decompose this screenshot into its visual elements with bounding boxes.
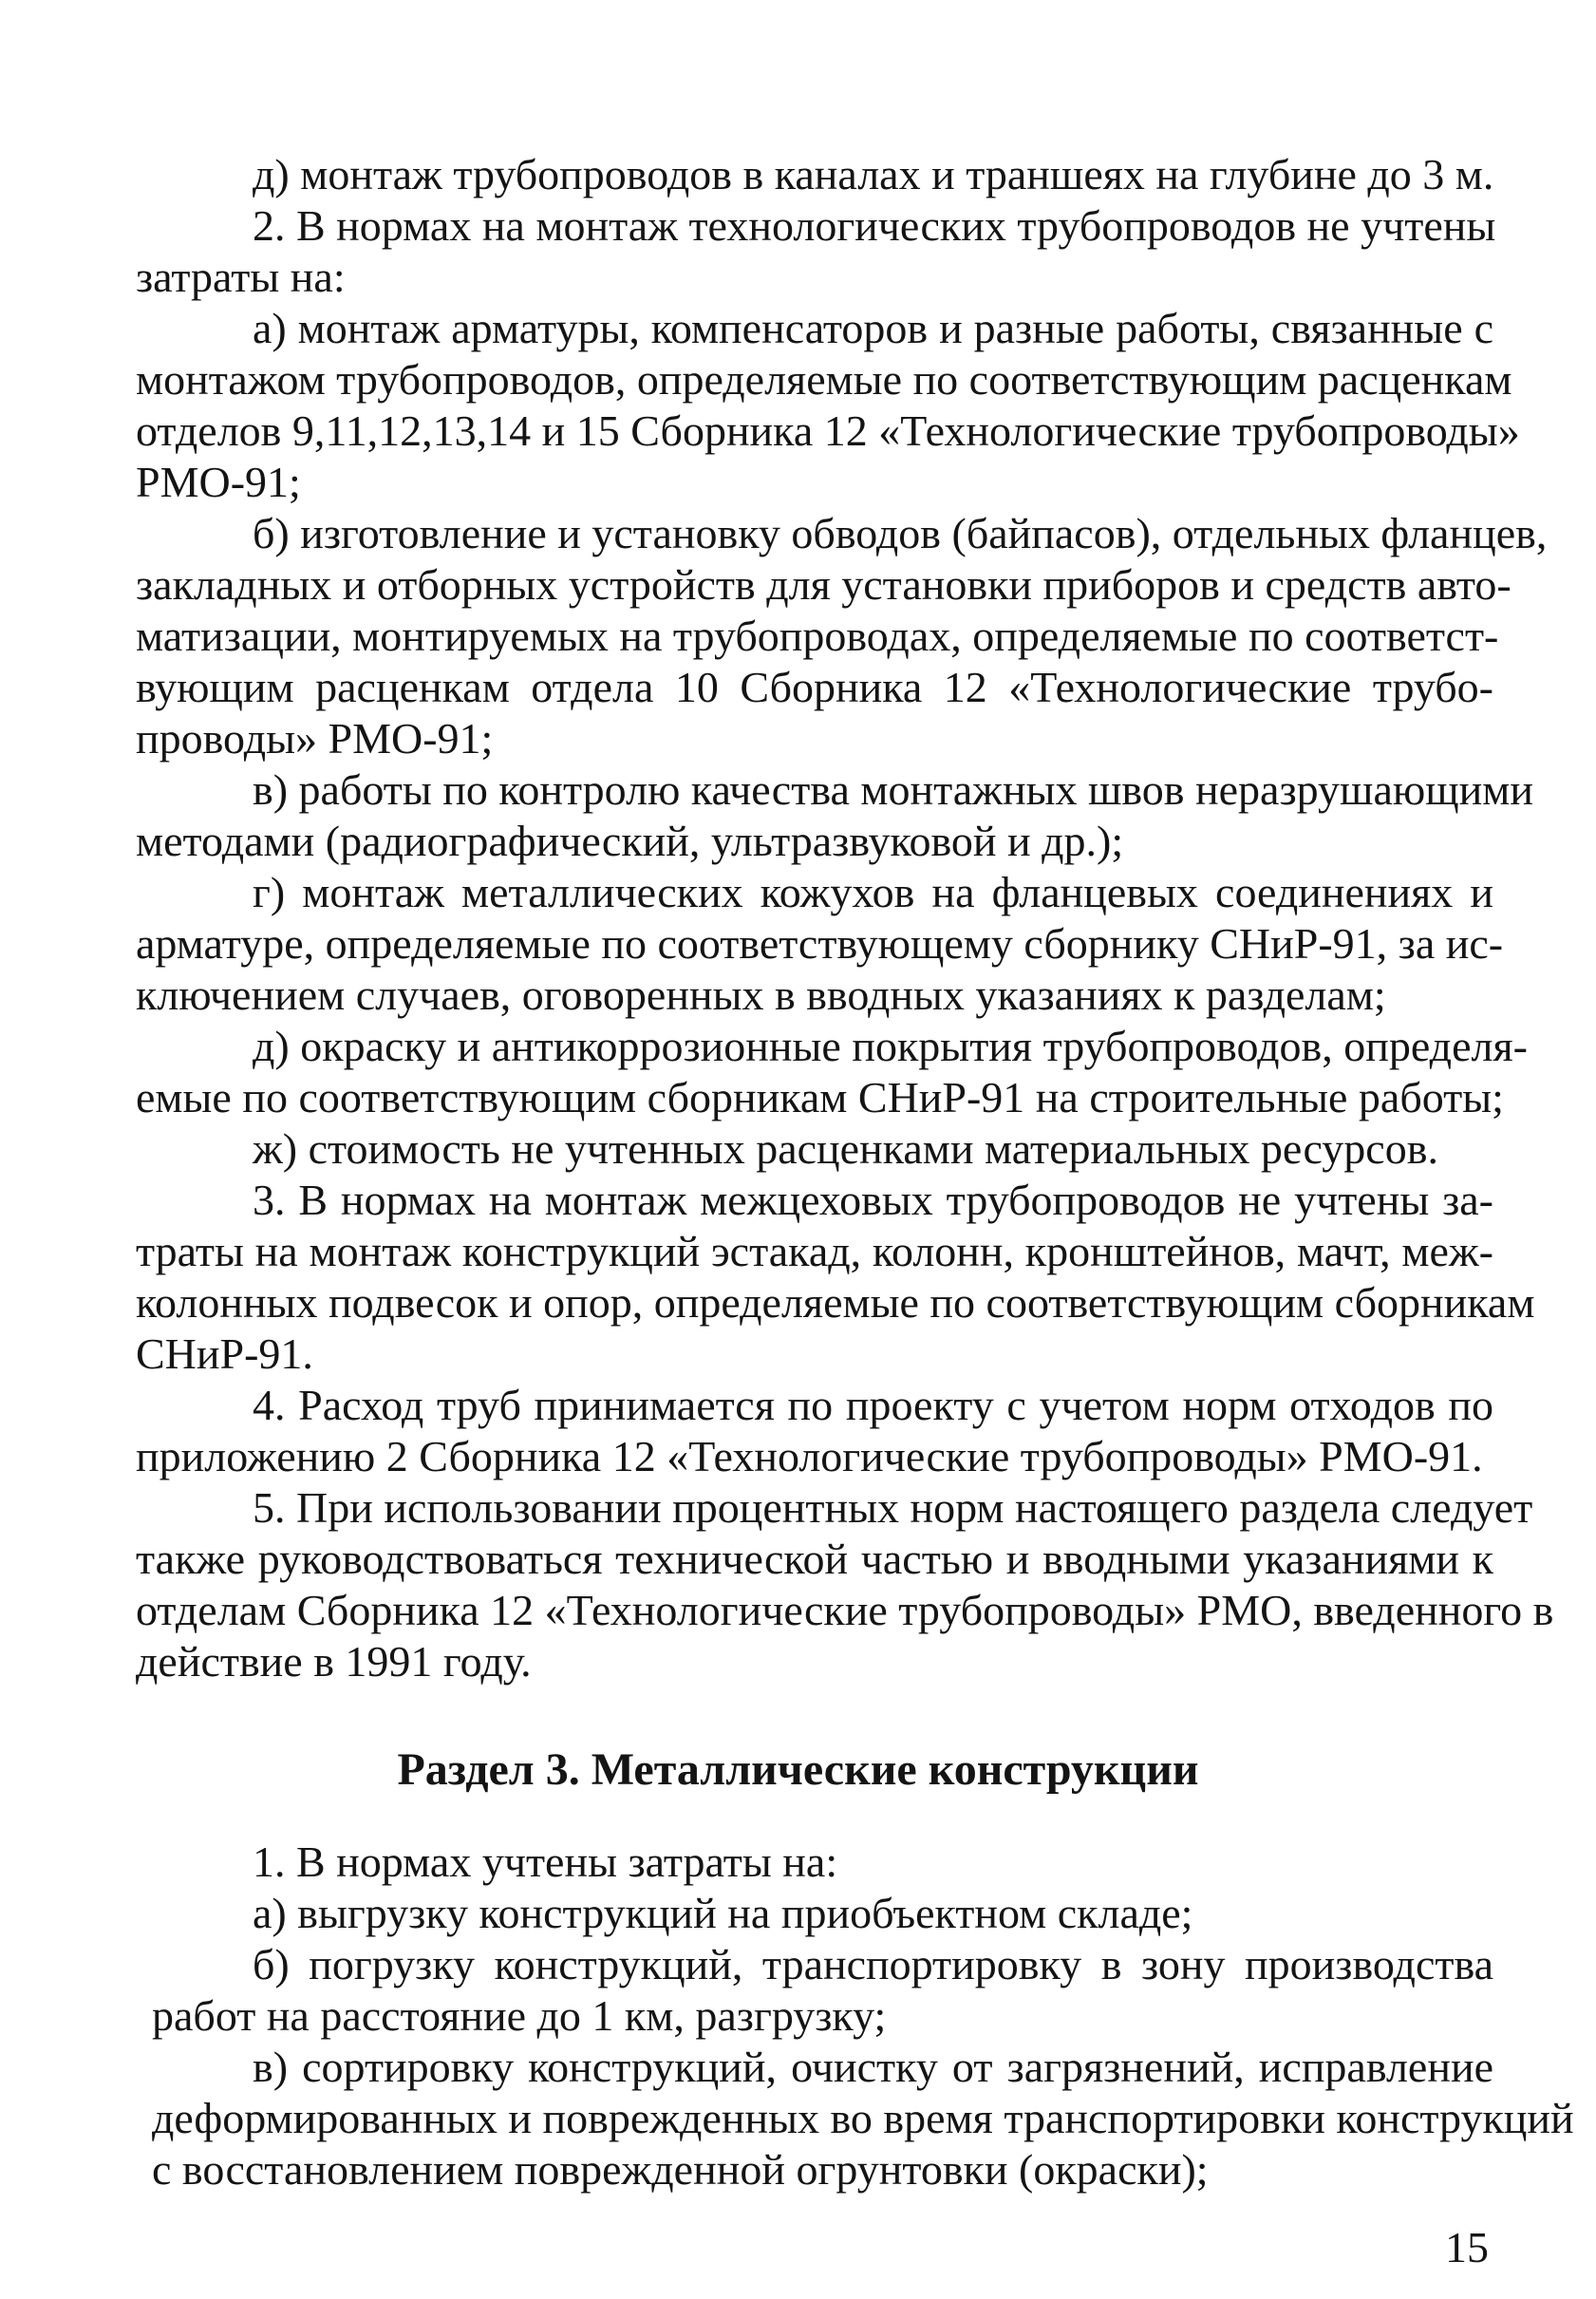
text-line: д) монтаж трубопроводов в каналах и траншеях на глубине до 3 м. [253, 150, 1494, 198]
text-line: 3. В нормах на монтаж межцеховых трубопроводов не учтены за- [253, 1176, 1493, 1224]
text-line: арматуре, определяемые по соответствующему сборнику СНиР-91, за ис- [136, 919, 1504, 968]
text-line: закладных и отборных устройств для установки приборов и средств авто- [136, 560, 1512, 609]
text-line: действие в 1991 году. [136, 1637, 532, 1686]
text-line: 1. В нормах учтены затраты на: [253, 1837, 838, 1886]
text-line: вующим расценкам отдела 10 Сборника 12 «Технологические трубо- [136, 663, 1493, 711]
text-line: д) окраску и антикоррозионные покрытия трубопроводов, определя- [253, 1022, 1528, 1070]
text-line: проводы» РМО-91; [136, 714, 494, 763]
text-line: 4. Расход труб принимается по проекту с учетом норм отходов по [253, 1381, 1493, 1429]
text-line: а) монтаж арматуры, компенсаторов и разные работы, связанные с [253, 304, 1493, 352]
text-line: отделов 9,11,12,13,14 и 15 Сборника 12 «Технологические трубопроводы» [136, 406, 1520, 455]
text-line: ж) стоимость не учтенных расценками материальных ресурсов. [253, 1124, 1438, 1173]
text-line: также руководствоваться технической частью и вводными указаниями к [136, 1535, 1493, 1583]
section-heading: Раздел 3. Металлические конструкции [397, 1744, 1199, 1795]
text-line: с восстановлением поврежденной огрунтовки (окраски); [152, 2145, 1209, 2194]
text-line: 5. При использовании процентных норм настоящего раздела следует [253, 1483, 1533, 1532]
text-line: б) изготовление и установку обводов (байпасов), отдельных фланцев, [253, 509, 1548, 557]
text-line: емые по соответствующим сборникам СНиР-91 на строительные работы; [136, 1073, 1504, 1121]
text-line: в) сортировку конструкций, очистку от загрязнений, исправление [253, 2043, 1493, 2091]
text-line: ключением случаев, оговоренных в вводных указаниях к разделам; [136, 970, 1386, 1019]
text-line: 2. В нормах на монтаж технологических трубопроводов не учтены [253, 201, 1496, 250]
text-line: работ на расстояние до 1 км, разгрузку; [152, 1991, 887, 2040]
text-line: матизации, монтируемых на трубопроводах, определяемые по соответст- [136, 612, 1499, 660]
text-line: а) выгрузку конструкций на приобъектном складе; [253, 1889, 1193, 1937]
text-line: деформированных и поврежденных во время транспортировки конструкций [152, 2094, 1574, 2142]
text-line: монтажом трубопроводов, определяемые по соответствующим расценкам [136, 355, 1512, 404]
text-line: г) монтаж металлических кожухов на фланцевых соединениях и [253, 868, 1493, 916]
text-line: СНиР-91. [136, 1329, 313, 1378]
text-line: в) работы по контролю качества монтажных швов неразрушающими [253, 765, 1534, 814]
text-line: затраты на: [136, 253, 346, 301]
text-line: б) погрузку конструкций, транспортировку в зону производства [253, 1940, 1493, 1988]
text-line: РМО-91; [136, 458, 301, 506]
text-line: методами (радиографический, ультразвуковой и др.); [136, 817, 1124, 865]
text-line: траты на монтаж конструкций эстакад, колонн, кронштейнов, мачт, меж- [136, 1227, 1493, 1275]
text-line: приложению 2 Сборника 12 «Технологические трубопроводы» РМО-91. [136, 1432, 1483, 1480]
text-line: колонных подвесок и опор, определяемые по соответствующим сборникам [136, 1278, 1535, 1327]
text-line: отделам Сборника 12 «Технологические трубопроводы» РМО, введенного в [136, 1586, 1554, 1634]
page-number: 15 [1445, 2223, 1489, 2271]
